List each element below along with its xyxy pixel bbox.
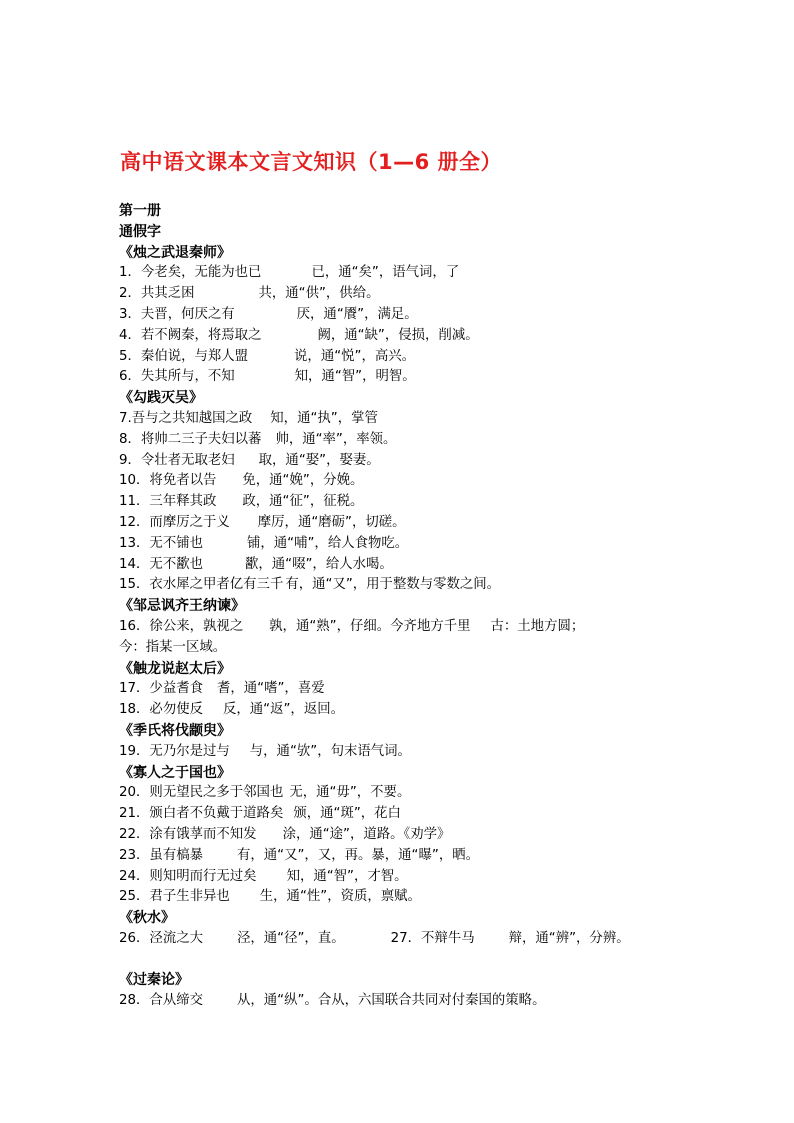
item-sentence: 5．秦伯说，与郑人盟 (119, 348, 249, 364)
list-item (119, 617, 719, 638)
item-note: 生，通“性”，资质，禀赋。 (259, 889, 421, 905)
list-item (119, 929, 719, 950)
section-heading: 通假字 (119, 223, 161, 240)
item-note: 共，通“供”，供给。 (258, 286, 380, 302)
list-item (119, 742, 719, 763)
list-item (119, 700, 719, 721)
item-sentence: 12．而摩厉之于义 (119, 514, 230, 530)
section-heading: 《寡人之于国也》 (119, 764, 231, 781)
item-note: 摩厉，通“磨砺”，切磋。 (257, 514, 406, 530)
section-heading: 《勾践灭吴》 (119, 390, 203, 407)
list-item (119, 347, 719, 368)
item-sentence: 7.吾与之共知越国之政 (119, 410, 253, 426)
item-note: 与，通“欤”，句末语气词。 (249, 743, 411, 759)
list-item (119, 555, 719, 576)
item-note: 颁，通“斑”，花白 (293, 806, 401, 822)
item-note: 取，通“娶”，娶妻。 (258, 452, 380, 468)
item-note: 27．不辩牛马 (390, 930, 475, 946)
list-item (119, 783, 719, 804)
item-note: 铺，通“哺”，给人食物吃。 (247, 535, 409, 551)
section-heading: 第一册 (119, 203, 161, 219)
item-note: 泾，通“径”，直。 (237, 930, 345, 946)
item-sentence: 11．三年释其政 (119, 494, 217, 510)
list-item (119, 284, 719, 305)
item-note: 政，通“征”，征税。 (242, 494, 364, 510)
list-item (119, 513, 719, 534)
item-sentence: 28．合从缔交 (119, 993, 203, 1009)
list-item (119, 367, 719, 388)
item-sentence: 1．今老矣，无能为也已 (119, 265, 262, 281)
item-sentence: 18．必勿使反 (119, 702, 203, 718)
text-line: 今：指某一区域。 (119, 639, 227, 655)
item-sentence: 13．无不铺也 (119, 535, 203, 551)
list-item (119, 471, 719, 492)
item-sentence: 22．涂有饿莩而不知发 (119, 826, 257, 842)
item-note: 古：土地方圆； (490, 618, 585, 634)
item-note: 涂，通“途”，道路。《劝学》 (282, 826, 451, 842)
section-heading: 《秋水》 (119, 910, 175, 927)
item-note: 帅，通“率”，率领。 (275, 431, 397, 447)
section-heading: 《邹忌讽齐王纳谏》 (119, 598, 245, 615)
item-sentence: 26．泾流之大 (119, 930, 203, 946)
item-note: 耆，通“嗜”，喜爱 (217, 681, 325, 697)
item-note: 有，通“又”，用于整数与零数之间。 (285, 577, 501, 593)
item-note: 孰，通“熟”，仔细。今齐地方千里 (269, 618, 471, 634)
item-note: 知，通“智”，明智。 (294, 369, 416, 385)
list-item (119, 679, 719, 700)
list-item (119, 492, 719, 513)
item-sentence: 17．少益耆食 (119, 681, 203, 697)
section-heading: 《过秦论》 (119, 972, 189, 989)
item-note: 从，通“纵”。合从，六国联合共同对付秦国的策略。 (237, 993, 546, 1009)
list-item (119, 804, 719, 825)
list-item (119, 887, 719, 908)
item-sentence: 16．徐公来，孰视之 (119, 618, 244, 634)
list-item (119, 409, 719, 430)
item-note: 阙，通“缺”，侵损，削减。 (317, 327, 479, 343)
item-note: 厌，通“餍”，满足。 (296, 306, 418, 322)
list-item (119, 451, 719, 472)
item-note: 辩，通“辨”，分辨。 (508, 930, 630, 946)
list-item (119, 867, 719, 888)
item-sentence: 2．共其乏困 (119, 286, 195, 302)
list-item (119, 534, 719, 555)
item-note: 知，通“执”，掌管 (270, 410, 378, 426)
list-item (119, 305, 719, 326)
item-sentence: 15．衣水犀之甲者亿有三千 (119, 577, 284, 593)
list-item (119, 326, 719, 347)
item-sentence: 19．无乃尔是过与 (119, 743, 230, 759)
document-body (119, 201, 719, 1012)
section-heading: 《季氏将伐颛臾》 (119, 722, 231, 739)
document-title: 高中语文课本文言文知识（1—6 册全） (120, 150, 503, 174)
item-sentence: 9．令壮者无取老妇 (119, 452, 235, 468)
item-sentence: 20．则无望民之多于邻国也 (119, 785, 284, 801)
list-item (119, 825, 719, 846)
item-sentence: 6．失其所与，不知 (119, 369, 235, 385)
blank-line (119, 950, 719, 971)
item-sentence: 10．将免者以告 (119, 473, 217, 489)
list-item (119, 430, 719, 451)
section-heading: 《触龙说赵太后》 (119, 660, 231, 677)
item-sentence: 23．虽有槁暴 (119, 847, 203, 863)
list-item (119, 846, 719, 867)
item-sentence: 4．若不阙秦，将焉取之 (119, 327, 262, 343)
list-item (119, 991, 719, 1012)
item-sentence: 24．则知明而行无过矣 (119, 868, 257, 884)
item-note: 反，通“返”，返回。 (223, 702, 344, 718)
item-note: 说，通“悦”，高兴。 (294, 348, 416, 364)
item-sentence: 21．颁白者不负戴于道路矣 (119, 806, 284, 822)
item-note: 无，通“毋”，不要。 (289, 785, 411, 801)
item-sentence: 8．将帅二三子夫妇以蕃 (119, 431, 262, 447)
item-note: 歠，通“啜”，给人水喝。 (245, 556, 393, 572)
list-item (119, 575, 719, 596)
item-sentence: 14．无不歠也 (119, 556, 203, 572)
item-note: 知，通“智”，才智。 (286, 868, 408, 884)
list-item (119, 263, 719, 284)
section-heading: 《烛之武退秦师》 (119, 244, 231, 261)
item-sentence: 25．君子生非异也 (119, 889, 230, 905)
item-sentence: 3．夫晋，何厌之有 (119, 306, 235, 322)
item-note: 已，通“矣”，语气词，了 (311, 265, 460, 281)
item-note: 有，通“又”，又，再。暴，通“曝”，晒。 (237, 847, 479, 863)
item-note: 免，通“娩”，分娩。 (242, 473, 364, 489)
